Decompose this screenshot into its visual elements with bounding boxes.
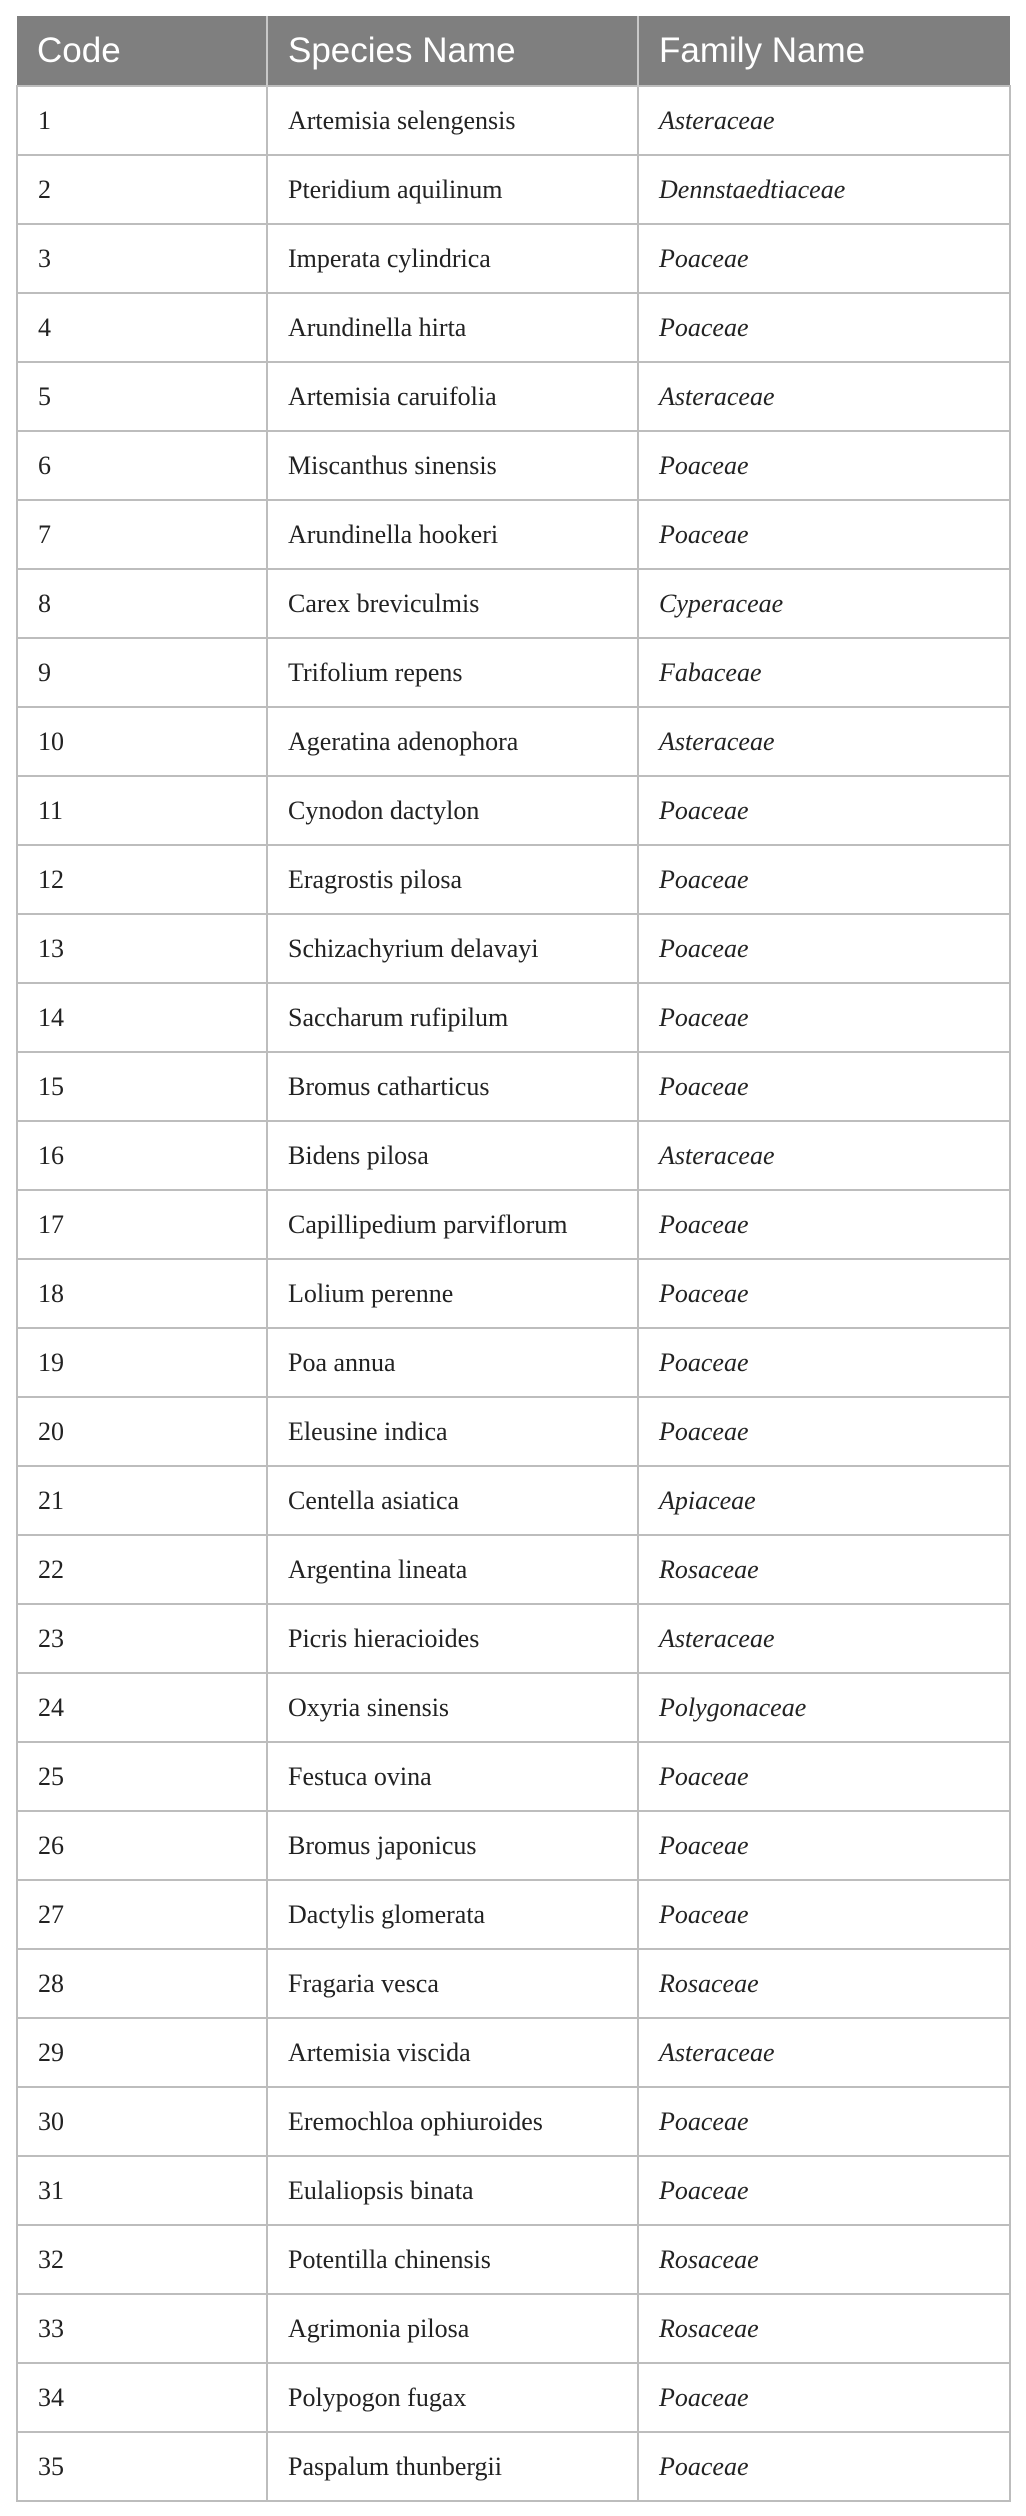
table-row [17, 569, 1010, 638]
family-name-cell: Poaceae [638, 845, 1010, 914]
code-cell: 19 [17, 1328, 267, 1397]
family-name-cell: Poaceae [638, 224, 1010, 293]
table-header [17, 16, 1010, 86]
species-name-cell: Arundinella hookeri [267, 500, 638, 569]
species-name-cell: Imperata cylindrica [267, 224, 638, 293]
species-name-cell: Pteridium aquilinum [267, 155, 638, 224]
species-name-cell: Capillipedium parviflorum [267, 1190, 638, 1259]
species-name-cell: Centella asiatica [267, 1466, 638, 1535]
species-name-cell: Eleusine indica [267, 1397, 638, 1466]
family-name-cell: Poaceae [638, 1259, 1010, 1328]
code-cell: 26 [17, 1811, 267, 1880]
species-name-cell: Argentina lineata [267, 1535, 638, 1604]
table-row [17, 1949, 1010, 2018]
column-header-species-name: Species Name [267, 16, 638, 86]
code-cell: 20 [17, 1397, 267, 1466]
code-cell: 21 [17, 1466, 267, 1535]
family-name-cell: Poaceae [638, 293, 1010, 362]
species-name-cell: Lolium perenne [267, 1259, 638, 1328]
table-row [17, 2087, 1010, 2156]
family-name-cell: Rosaceae [638, 2225, 1010, 2294]
species-name-cell: Artemisia viscida [267, 2018, 638, 2087]
family-name-cell: Polygonaceae [638, 1673, 1010, 1742]
column-header-family-name: Family Name [659, 30, 866, 70]
table-row [17, 362, 1010, 431]
species-name-cell: Saccharum rufipilum [267, 983, 638, 1052]
code-cell: 29 [17, 2018, 267, 2087]
code-cell: 28 [17, 1949, 267, 2018]
code-cell: 25 [17, 1742, 267, 1811]
species-table [16, 16, 1011, 2502]
code-cell: 6 [17, 431, 267, 500]
species-name-cell: Polypogon fugax [267, 2363, 638, 2432]
species-name-cell: Schizachyrium delavayi [267, 914, 638, 983]
code-cell: 35 [17, 2432, 267, 2501]
table-row [17, 224, 1010, 293]
family-name-cell: Asteraceae [638, 707, 1010, 776]
species-name-cell: Paspalum thunbergii [267, 2432, 638, 2501]
table-row [17, 293, 1010, 362]
family-name-cell: Asteraceae [638, 1121, 1010, 1190]
species-name-cell: Eragrostis pilosa [267, 845, 638, 914]
family-name-cell: Poaceae [638, 1190, 1010, 1259]
table-row [17, 1673, 1010, 1742]
code-cell: 16 [17, 1121, 267, 1190]
code-cell: 17 [17, 1190, 267, 1259]
species-name-cell: Ageratina adenophora [267, 707, 638, 776]
table-row [17, 1121, 1010, 1190]
table-row [17, 2156, 1010, 2225]
table-row [17, 1604, 1010, 1673]
table-row [17, 2363, 1010, 2432]
family-name-cell: Fabaceae [638, 638, 1010, 707]
table-row [17, 914, 1010, 983]
table-row [17, 1880, 1010, 1949]
family-name-cell: Poaceae [638, 2087, 1010, 2156]
species-name-cell: Artemisia caruifolia [267, 362, 638, 431]
species-name-cell: Oxyria sinensis [267, 1673, 638, 1742]
family-name-cell: Poaceae [638, 1880, 1010, 1949]
table-row [17, 86, 1010, 155]
code-cell: 31 [17, 2156, 267, 2225]
table-row [17, 776, 1010, 845]
code-cell: 30 [17, 2087, 267, 2156]
code-cell: 18 [17, 1259, 267, 1328]
code-cell: 1 [17, 86, 267, 155]
family-name-cell: Asteraceae [638, 362, 1010, 431]
table-row [17, 1328, 1010, 1397]
table-row [17, 1535, 1010, 1604]
code-cell: 11 [17, 776, 267, 845]
species-name-cell: Potentilla chinensis [267, 2225, 638, 2294]
table-row [17, 1811, 1010, 1880]
table-row [17, 2225, 1010, 2294]
code-cell: 27 [17, 1880, 267, 1949]
code-cell: 14 [17, 983, 267, 1052]
code-cell: 4 [17, 293, 267, 362]
family-name-cell: Rosaceae [638, 1535, 1010, 1604]
species-name-cell: Dactylis glomerata [267, 1880, 638, 1949]
table-row [17, 155, 1010, 224]
species-name-cell: Carex breviculmis [267, 569, 638, 638]
header-row [17, 16, 1010, 86]
family-name-cell: Poaceae [638, 1328, 1010, 1397]
family-name-cell: Poaceae [638, 2432, 1010, 2501]
species-name-cell: Fragaria vesca [267, 1949, 638, 2018]
table-row [17, 707, 1010, 776]
code-cell: 10 [17, 707, 267, 776]
code-cell: 33 [17, 2294, 267, 2363]
species-name-cell: Agrimonia pilosa [267, 2294, 638, 2363]
table-row [17, 1259, 1010, 1328]
table-row [17, 500, 1010, 569]
code-cell: 24 [17, 1673, 267, 1742]
species-name-cell: Bidens pilosa [267, 1121, 638, 1190]
species-name-cell: Trifolium repens [267, 638, 638, 707]
species-name-cell: Bromus catharticus [267, 1052, 638, 1121]
family-name-cell: Asteraceae [638, 2018, 1010, 2087]
family-name-cell: Poaceae [638, 983, 1010, 1052]
table-row [17, 845, 1010, 914]
family-name-cell: Rosaceae [638, 1949, 1010, 2018]
family-name-cell: Poaceae [638, 776, 1010, 845]
table-row [17, 638, 1010, 707]
family-name-cell: Apiaceae [638, 1466, 1010, 1535]
code-cell: 9 [17, 638, 267, 707]
table-row [17, 1466, 1010, 1535]
code-cell: 15 [17, 1052, 267, 1121]
column-header-code: Code [17, 16, 267, 86]
code-cell: 8 [17, 569, 267, 638]
species-name-cell: Eremochloa ophiuroides [267, 2087, 638, 2156]
family-name-cell: Poaceae [638, 431, 1010, 500]
family-name-cell: Poaceae [638, 2156, 1010, 2225]
family-name-cell: Poaceae [638, 2363, 1010, 2432]
species-name-cell: Miscanthus sinensis [267, 431, 638, 500]
code-cell: 34 [17, 2363, 267, 2432]
species-table-container [16, 16, 1009, 2502]
species-name-cell: Artemisia selengensis [267, 86, 638, 155]
table-row [17, 1190, 1010, 1259]
species-name-cell: Poa annua [267, 1328, 638, 1397]
table-row [17, 1742, 1010, 1811]
table-body [17, 86, 1010, 2501]
family-name-cell: Poaceae [638, 1811, 1010, 1880]
table-row [17, 983, 1010, 1052]
code-cell: 7 [17, 500, 267, 569]
family-name-cell: Asteraceae [638, 1604, 1010, 1673]
family-name-cell: Poaceae [638, 1052, 1010, 1121]
code-cell: 12 [17, 845, 267, 914]
family-name-cell: Dennstaedtiaceae [638, 155, 1010, 224]
family-name-cell: Poaceae [638, 1742, 1010, 1811]
code-cell: 32 [17, 2225, 267, 2294]
table-row [17, 2294, 1010, 2363]
table-row [17, 1397, 1010, 1466]
species-name-cell: Eulaliopsis binata [267, 2156, 638, 2225]
species-name-cell: Picris hieracioides [267, 1604, 638, 1673]
family-name-cell: Cyperaceae [638, 569, 1010, 638]
species-name-cell: Cynodon dactylon [267, 776, 638, 845]
family-name-cell: Rosaceae [638, 2294, 1010, 2363]
family-name-cell: Poaceae [638, 1397, 1010, 1466]
table-row [17, 2018, 1010, 2087]
code-cell: 5 [17, 362, 267, 431]
code-cell: 3 [17, 224, 267, 293]
code-cell: 22 [17, 1535, 267, 1604]
species-name-cell: Festuca ovina [267, 1742, 638, 1811]
table-row [17, 431, 1010, 500]
family-name-cell: Poaceae [638, 500, 1010, 569]
code-cell: 23 [17, 1604, 267, 1673]
species-name-cell: Bromus japonicus [267, 1811, 638, 1880]
table-row [17, 2432, 1010, 2501]
table-row [17, 1052, 1010, 1121]
species-name-cell: Arundinella hirta [267, 293, 638, 362]
family-name-cell: Asteraceae [638, 86, 1010, 155]
code-cell: 2 [17, 155, 267, 224]
code-cell: 13 [17, 914, 267, 983]
family-name-cell: Poaceae [638, 914, 1010, 983]
